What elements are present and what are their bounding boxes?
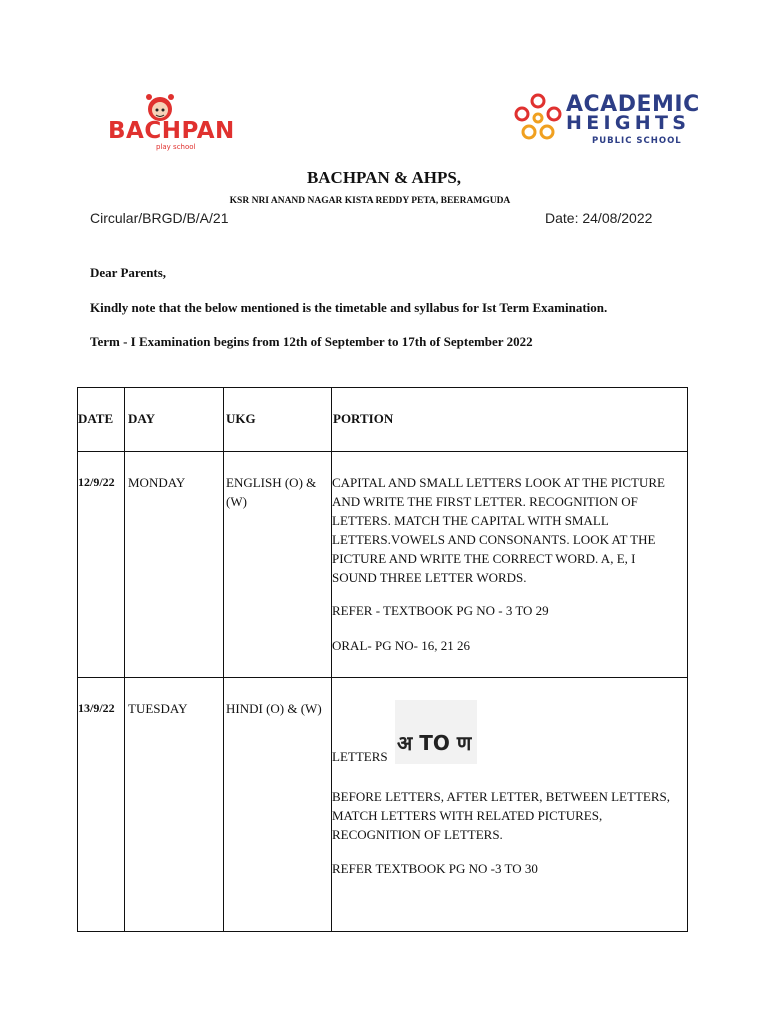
row2-letters-label: LETTERS — [332, 749, 388, 764]
header-portion: PORTION — [333, 411, 394, 426]
row2-subject: HINDI (O) & (W) — [226, 701, 322, 716]
academic-heights-emblem-icon — [512, 92, 564, 148]
table-border-top — [77, 387, 688, 388]
table-border-bottom — [77, 931, 688, 932]
header-class: UKG — [226, 411, 256, 426]
row2-date: 13/9/22 — [78, 701, 115, 715]
academic-heights-line3: PUBLIC SCHOOL — [592, 136, 682, 146]
bachpan-logo — [104, 88, 235, 151]
circular-date: Date: 24/08/2022 — [545, 210, 653, 226]
academic-heights-line2: HEIGHTS — [566, 112, 691, 134]
document-title: BACHPAN & AHPS, — [306, 168, 462, 187]
school-address: KSR NRI ANAND NAGAR KISTA REDDY PETA, BEERAMGUDA — [229, 196, 511, 206]
table-col-divider — [124, 387, 125, 932]
table-col-divider — [223, 387, 224, 932]
row1-refer: REFER - TEXTBOOK PG NO - 3 TO 29 — [332, 603, 549, 618]
row2-portion: BEFORE LETTERS, AFTER LETTER, BETWEEN LETTERS, MATCH LETTERS WITH RELATED PICTURES, RECOGNITION OF LETTERS. — [332, 789, 670, 842]
circular-number: Circular/BRGD/B/A/21 — [90, 210, 229, 226]
row1-portion: CAPITAL AND SMALL LETTERS LOOK AT THE PICTURE AND WRITE THE FIRST LETTER. RECOGNITION OF LETTERS. MATCH THE CAPITAL WITH SMALL LETTERS.VOWELS AND CONSONANTS. LOOK AT THE PICTURE AND WRITE THE CORRECT WORD. A, E, I SOUND THREE LETTER WORDS. — [332, 475, 665, 585]
table-row-divider — [77, 451, 688, 452]
table-col-divider — [331, 387, 332, 932]
bachpan-tagline: play school — [156, 143, 196, 151]
row1-subject: ENGLISH (O) & (W) — [226, 475, 317, 509]
header-day: DAY — [128, 411, 155, 426]
exam-dates-line: Term - I Examination begins from 12th of September to 17th of September 2022 — [90, 334, 533, 349]
timetable — [77, 387, 688, 932]
bachpan-wordmark: BACHPAN — [108, 118, 235, 144]
intro-line: Kindly note that the below mentioned is the timetable and syllabus for Ist Term Examination. — [90, 300, 608, 315]
table-border-left — [77, 387, 78, 932]
row2-refer: REFER TEXTBOOK PG NO -3 TO 30 — [332, 861, 538, 876]
header-date: DATE — [78, 411, 114, 426]
row1-day: MONDAY — [128, 475, 186, 490]
row1-date: 12/9/22 — [78, 475, 115, 489]
greeting: Dear Parents, — [90, 265, 167, 280]
academic-heights-logo — [512, 90, 700, 152]
table-border-right — [687, 387, 688, 932]
row1-oral: ORAL- PG NO- 16, 21 26 — [332, 638, 470, 653]
table-row-divider — [77, 677, 688, 678]
academic-heights-line1: ACADEMIC — [566, 92, 700, 117]
row2-letters-range: अ TO ण — [397, 731, 472, 755]
row2-day: TUESDAY — [128, 701, 188, 716]
